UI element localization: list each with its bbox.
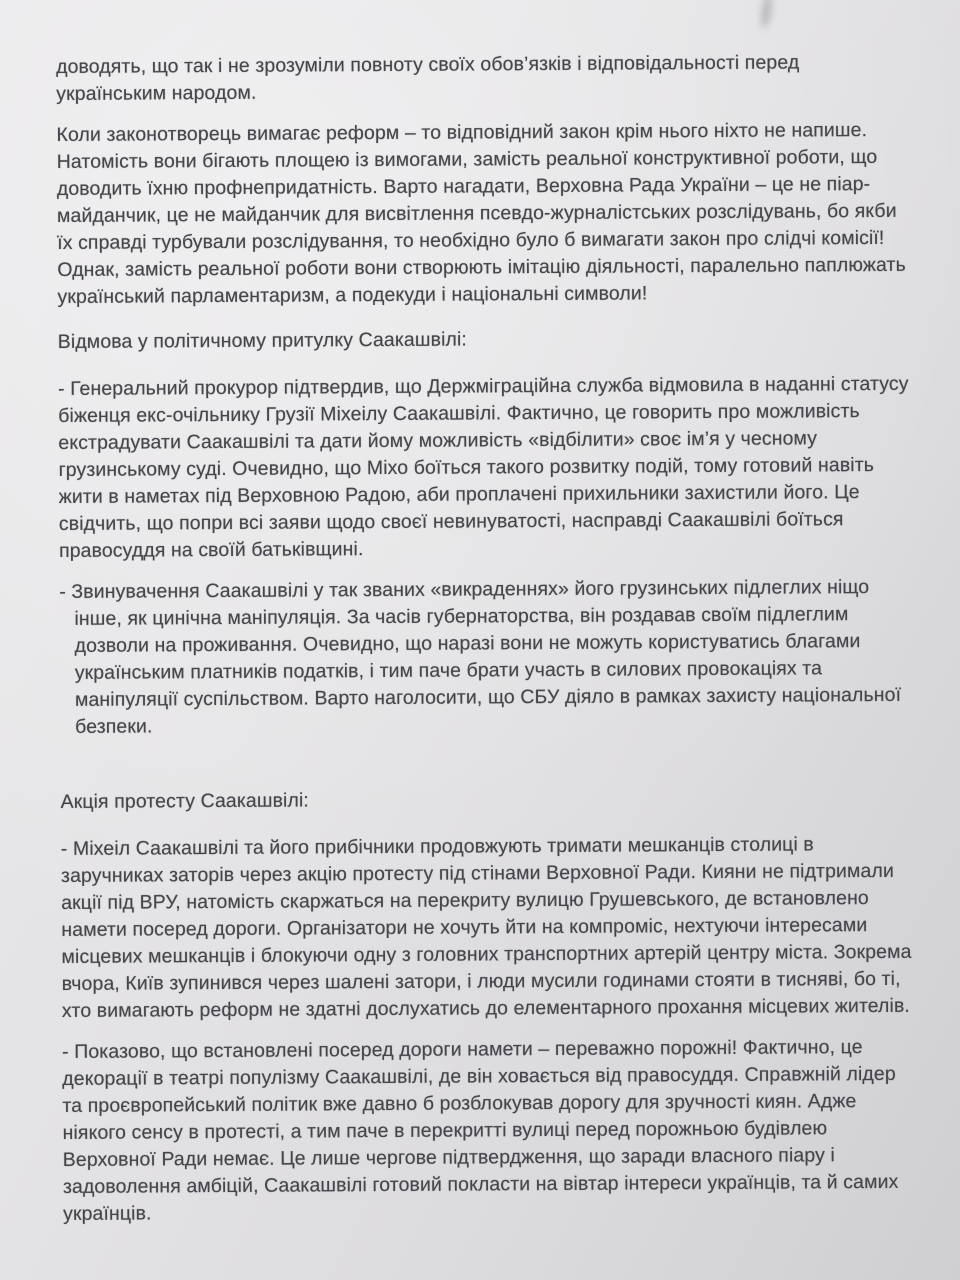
section-heading-protest-action: Акція протесту Саакашвілі:	[60, 789, 309, 813]
paper-smudge	[760, 0, 774, 28]
intro-paragraph-continuation: доводять, що так і не зрозуміли повноту своїх обов’язків і відповідальності перед українським народом.	[56, 51, 800, 105]
bullet-prosecutor-statement: - Генеральний прокурор підтвердив, що Держміграційна служба відмовила в наданні статусу біженця екс-очільнику Грузії Міхеілу Саакашвілі. Фактично, це говорить про можливість екстрадувати Саакашвілі та дати йому можливість «відбілити» своє ім’я у чесному грузинському суді. Очевидно, що Міхо боїться такого розвитку подій, тому готовий навіть жити в наметах під Верховною Радою, аби проплачені прихильники захистили його. Це свідчить, що попри всі заяви щодо своєї невинуватості, насправді Саакашвілі боїться правосуддя на своїй батьківщині.	[57, 372, 909, 562]
bullet-accusations-manipulation: - Звинувачення Саакашвілі у так званих «викраденнях» його грузинських підлеглих ніщо інше, як цинічна маніпуляція. За часів губернаторства, він роздавав своїм підлеглим дозволи на проживання. Очевидно, що наразі вони не можуть користуватись благами українським платників податків, і тим паче брати участь в силових провокаціях та маніпуляції суспільством. Варто наголосити, що СБУ діяло в рамках захисту національної безпеки.	[59, 576, 902, 738]
section-heading-asylum-refusal: Відмова у політичному притулку Саакашвілі:	[57, 328, 467, 353]
bullet-protest-blockade: - Міхеіл Саакашвілі та його прибічники продовжують тримати мешканців столиці в заручниках заторів через акцію протесту під стінами Верховної Ради. Кияни не підтримали акції під ВРУ, натомість скаржаться на перекриту вулицю Грушевського, де встановлено намети посеред дороги. Організатори не хочуть йти на компроміс, нехтуючи інтересами місцевих мешканців і блокуючи одну з головних транспортних артерій центру міста. Зокрема вчора, Київ зупинився через шалені затори, і люди мусили годинами стояти в тисняві, бо ті, хто вимагають реформ не здатні дослухатись до елементарного прохання місцевих жителів.	[60, 833, 912, 1022]
document-page	[56, 49, 919, 1242]
intro-paragraph: Коли законотворець вимагає реформ – то відповідний закон крім нього ніхто не напише. Натомість вони бігають площею із вимогами, замість реальної конструктивної роботи, що доводить їхню профнепридатність. Варто нагадати, Верховна Рада України – це не піар-майданчик, це не майданчик для висвітлення псевдо-журналістських розслідувань, бо якби їх справді турбували розслідування, то необхідно було б вимагати закон про слідчі комісії! Однак, замість реальної роботи вони створюють імітацію діяльності, паралельно паплюжать український парламентаризм, а подекуди і національні символи!	[56, 119, 906, 308]
bullet-empty-tents: - Показово, що встановлені посеред дороги намети – переважно порожні! Фактично, це декорації в театрі популізму Саакашвілі, де він ховається від правосуддя. Справжній лідер та проєвропейський політик вже давно б розблокував дорогу для зручності киян. Адже ніякого сенсу в протесті, а тим паче в перекритті вулиці перед порожньою будівлею Верховної Ради немає. Це лише чергове підтвердження, що заради власного піару і задоволення амбіцій, Саакашвілі готовий покласти на вівтар інтереси українців, та й самих українців.	[62, 1036, 899, 1225]
